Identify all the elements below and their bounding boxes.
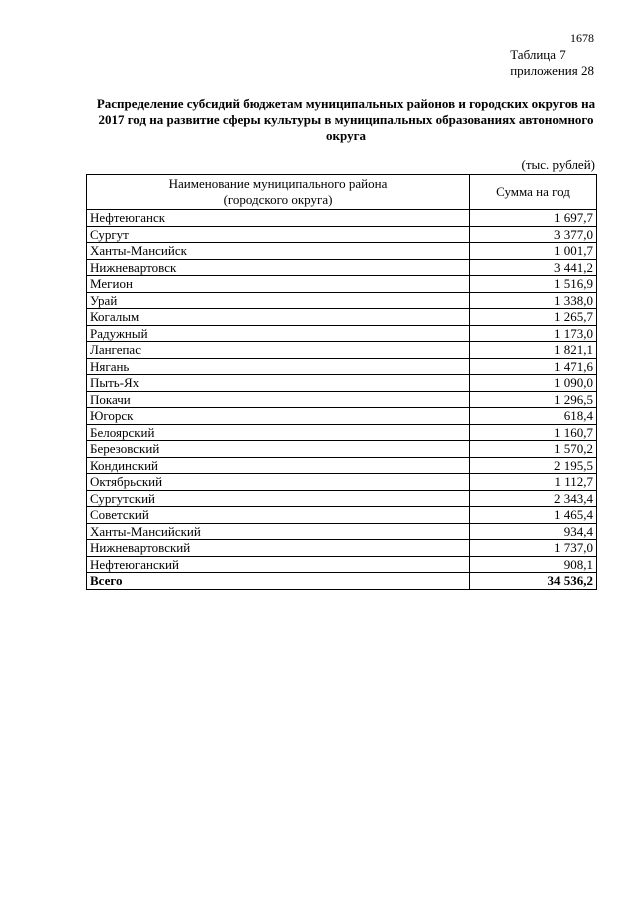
- table-row: [87, 474, 597, 491]
- table-row: [87, 441, 597, 458]
- row-sum: 1 173,0: [470, 325, 597, 342]
- table-row: [87, 292, 597, 309]
- row-name: Сургут: [87, 226, 470, 243]
- row-sum: 1 737,0: [470, 540, 597, 557]
- row-sum: 934,4: [470, 523, 597, 540]
- row-name: Мегион: [87, 276, 470, 293]
- table-row: [87, 408, 597, 425]
- row-sum: 1 090,0: [470, 375, 597, 392]
- row-sum: 3 377,0: [470, 226, 597, 243]
- table-row: [87, 309, 597, 326]
- header-name: [87, 175, 470, 210]
- row-name: Когалым: [87, 309, 470, 326]
- table-row: [87, 325, 597, 342]
- subsidy-table: [86, 174, 597, 590]
- row-sum: 1 570,2: [470, 441, 597, 458]
- row-name: Югорск: [87, 408, 470, 425]
- row-sum: 618,4: [470, 408, 597, 425]
- row-name: Октябрьский: [87, 474, 470, 491]
- table-row: [87, 391, 597, 408]
- row-sum: 1 001,7: [470, 243, 597, 260]
- table-row: [87, 358, 597, 375]
- row-name: Пыть-Ях: [87, 375, 470, 392]
- row-name: Нягань: [87, 358, 470, 375]
- units-label: (тыс. рублей): [521, 157, 595, 172]
- row-name: Белоярский: [87, 424, 470, 441]
- table-row: [87, 457, 597, 474]
- table-row: [87, 375, 597, 392]
- row-name: Нефтеюганский: [87, 556, 470, 573]
- appendix-label: приложения 28: [510, 63, 594, 78]
- row-sum: 1 697,7: [470, 210, 597, 227]
- row-name: Нижневартовский: [87, 540, 470, 557]
- table-row: [87, 276, 597, 293]
- table-row: [87, 540, 597, 557]
- row-name: Сургутский: [87, 490, 470, 507]
- row-name: Ханты-Мансийск: [87, 243, 470, 260]
- table-body: [87, 210, 597, 590]
- row-sum: 2 195,5: [470, 457, 597, 474]
- table-label: Таблица 7: [510, 47, 566, 62]
- table-caption: [510, 47, 594, 79]
- table-row: [87, 523, 597, 540]
- row-name: Кондинский: [87, 457, 470, 474]
- row-name: Ханты-Мансийский: [87, 523, 470, 540]
- table-row: [87, 342, 597, 359]
- total-name: Всего: [87, 573, 470, 590]
- header-name-line1: Наименование муниципального района: [168, 176, 388, 191]
- header-sum: Сумма на год: [470, 175, 597, 210]
- row-sum: 1 338,0: [470, 292, 597, 309]
- row-name: Нефтеюганск: [87, 210, 470, 227]
- row-name: Покачи: [87, 391, 470, 408]
- row-name: Лангепас: [87, 342, 470, 359]
- table-row: [87, 226, 597, 243]
- row-sum: 1 465,4: [470, 507, 597, 524]
- row-name: Березовский: [87, 441, 470, 458]
- row-name: Урай: [87, 292, 470, 309]
- row-sum: 1 160,7: [470, 424, 597, 441]
- document-title: Распределение субсидий бюджетам муниципальных районов и городских округов на 2017 год на развитие сферы культуры в муниципальных образованиях автономного округа: [96, 96, 596, 143]
- row-sum: 1 821,1: [470, 342, 597, 359]
- page-number: 1678: [570, 31, 594, 45]
- total-row: [87, 573, 597, 590]
- table-header-row: [87, 175, 597, 210]
- row-sum: 1 516,9: [470, 276, 597, 293]
- table-row: [87, 556, 597, 573]
- row-name: Нижневартовск: [87, 259, 470, 276]
- table-row: [87, 259, 597, 276]
- row-name: Радужный: [87, 325, 470, 342]
- table-row: [87, 490, 597, 507]
- row-sum: 1 112,7: [470, 474, 597, 491]
- total-sum: 34 536,2: [470, 573, 597, 590]
- row-sum: 3 441,2: [470, 259, 597, 276]
- row-sum: 908,1: [470, 556, 597, 573]
- row-sum: 1 296,5: [470, 391, 597, 408]
- table-row: [87, 210, 597, 227]
- row-sum: 2 343,4: [470, 490, 597, 507]
- table-row: [87, 424, 597, 441]
- row-sum: 1 265,7: [470, 309, 597, 326]
- header-name-line2: (городского округа): [223, 192, 333, 207]
- table-row: [87, 507, 597, 524]
- row-name: Советский: [87, 507, 470, 524]
- table-row: [87, 243, 597, 260]
- row-sum: 1 471,6: [470, 358, 597, 375]
